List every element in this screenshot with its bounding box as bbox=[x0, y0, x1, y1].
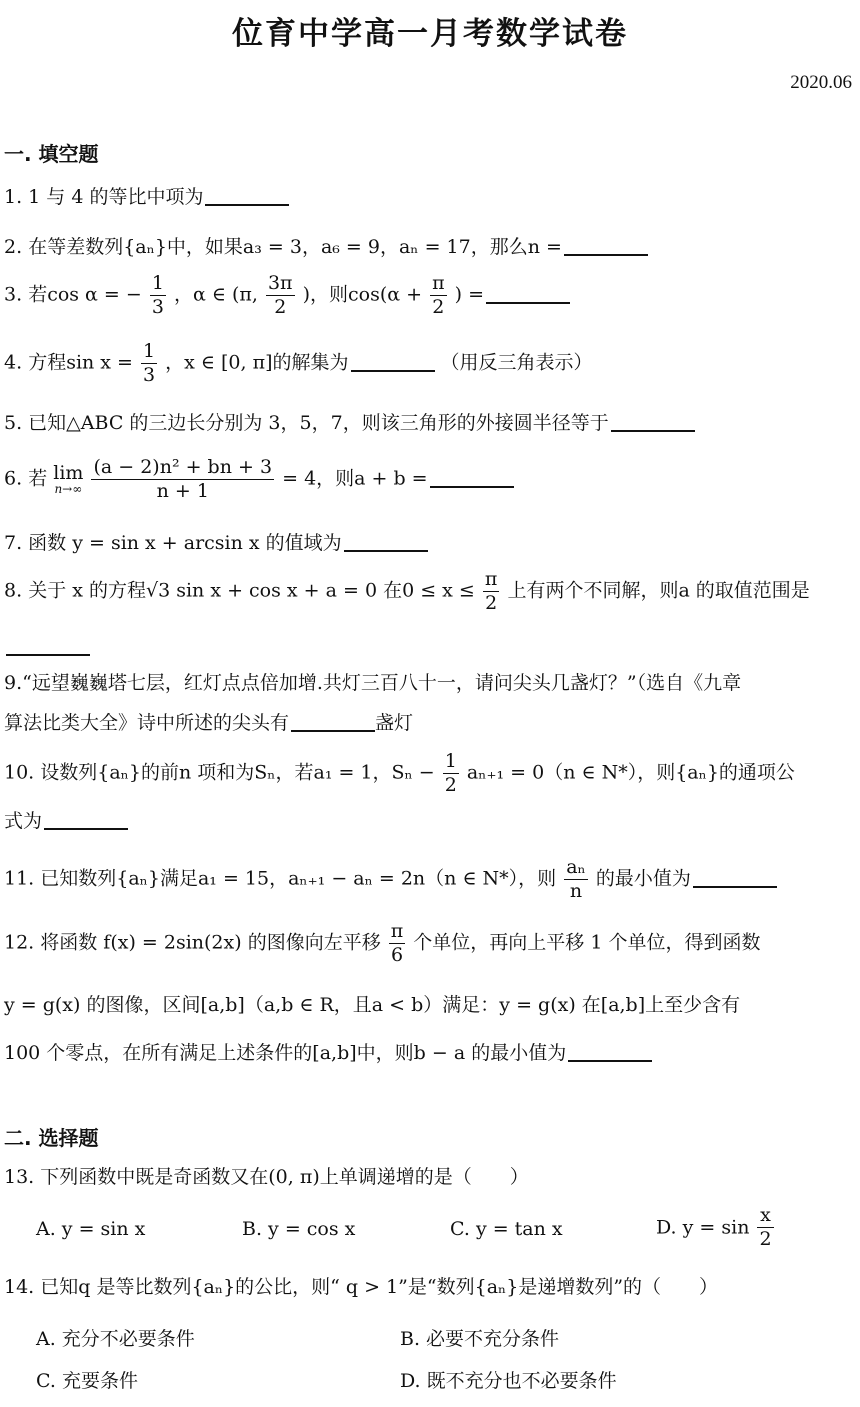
question-6-text-a: 若 bbox=[28, 467, 48, 490]
answer-blank bbox=[693, 886, 777, 888]
fraction-numerator: 1 bbox=[444, 750, 457, 772]
question-14-option-d[interactable]: D. 既不充分也不必要条件 bbox=[400, 1370, 617, 1392]
question-13-option-d[interactable] bbox=[656, 1206, 776, 1249]
fraction bbox=[150, 274, 166, 317]
question-4-text-c: （用反三角表示） bbox=[440, 351, 593, 374]
question-5 bbox=[4, 410, 854, 436]
fraction-numerator: 3π bbox=[267, 272, 293, 294]
question-5-text: 5. 已知△ABC 的三边长分别为 3，5，7，则该三角形的外接圆半径等于 bbox=[4, 412, 609, 434]
fraction-denominator: 3 bbox=[151, 296, 164, 318]
question-14-option-c[interactable]: C. 充要条件 bbox=[36, 1370, 138, 1392]
fraction-numerator: π bbox=[390, 920, 404, 942]
question-8 bbox=[4, 570, 854, 613]
answer-blank bbox=[6, 654, 90, 656]
answer-blank bbox=[351, 370, 435, 372]
question-1 bbox=[4, 184, 854, 210]
question-12-line-2: y = g(x) 的图像，区间[a,b]（a,b ∈ R，且a < b）满足：y = g(x) 在[a,b]上至少含有 bbox=[4, 994, 741, 1016]
fraction-denominator: 6 bbox=[390, 944, 404, 966]
option-d-text: D. y = sin bbox=[656, 1216, 750, 1239]
question-13-option-a[interactable]: A. y = sin x bbox=[36, 1218, 146, 1240]
exam-date: 2020.06 bbox=[790, 72, 852, 93]
fraction-numerator: π bbox=[484, 568, 498, 590]
question-10 bbox=[4, 752, 854, 795]
question-3 bbox=[4, 274, 854, 317]
question-12-text-a: 12. 将函数 f(x) = 2sin(2x) 的图像向左平移 bbox=[4, 931, 381, 954]
question-8-continuation bbox=[4, 634, 854, 660]
question-9-line-2-wrap bbox=[4, 710, 854, 736]
question-12-line-2-wrap bbox=[4, 992, 854, 1018]
fraction bbox=[91, 458, 274, 501]
question-10-line-2-wrap bbox=[4, 808, 854, 834]
fraction-numerator: 1 bbox=[143, 340, 156, 362]
fraction-numerator: aₙ bbox=[566, 856, 586, 878]
question-9-line-1: 9.“远望巍巍塔七层，红灯点点倍加增.共灯三百八十一，请问尖头几盏灯？”（选自《九章 bbox=[4, 672, 742, 694]
question-12-line-3-wrap bbox=[4, 1040, 854, 1066]
question-4-text-a: 方程sin x = bbox=[28, 351, 133, 374]
fraction bbox=[141, 342, 157, 385]
question-13-option-c[interactable]: C. y = tan x bbox=[450, 1218, 563, 1240]
question-8-text-a: 关于 x 的方程√3 sin x + cos x + a = 0 在0 ≤ x ≤ bbox=[28, 579, 475, 602]
fraction bbox=[483, 570, 500, 613]
answer-blank bbox=[44, 828, 128, 830]
exam-title: 位育中学高一月考数学试卷 bbox=[232, 16, 628, 52]
fraction-denominator: 2 bbox=[274, 296, 287, 318]
fraction bbox=[443, 752, 459, 795]
limit-operator bbox=[53, 464, 83, 495]
question-number: 3. bbox=[4, 283, 23, 306]
fraction-denominator: n + 1 bbox=[156, 480, 209, 502]
question-6 bbox=[4, 458, 854, 501]
fraction bbox=[757, 1206, 773, 1249]
question-13 bbox=[4, 1164, 854, 1190]
answer-blank bbox=[568, 1060, 652, 1062]
question-10-text-a: 10. 设数列{aₙ}的前n 项和为Sₙ，若a₁ = 1，Sₙ − bbox=[4, 761, 435, 784]
question-13-option-b[interactable]: B. y = cos x bbox=[242, 1218, 356, 1240]
question-6-text-b: = 4，则a + b = bbox=[282, 467, 428, 490]
question-14 bbox=[4, 1274, 854, 1300]
section-heading-multiple-choice: 二. 选择题 bbox=[4, 1126, 99, 1150]
answer-blank bbox=[564, 254, 648, 256]
fraction bbox=[389, 922, 406, 965]
limit-label: lim bbox=[53, 462, 84, 484]
section-heading-fill-in: 一. 填空题 bbox=[4, 142, 99, 166]
question-10-text-b: aₙ₊₁ = 0（n ∈ N*），则{aₙ}的通项公 bbox=[466, 761, 795, 784]
fraction-denominator: 2 bbox=[444, 774, 457, 796]
answer-blank bbox=[430, 486, 514, 488]
fraction-denominator: 2 bbox=[485, 592, 498, 614]
question-3-text-c: )，则cos(α + bbox=[302, 283, 423, 306]
fraction-denominator: 3 bbox=[143, 364, 156, 386]
limit-subscript: n→∞ bbox=[54, 482, 83, 496]
question-14-option-a[interactable]: A. 充分不必要条件 bbox=[36, 1328, 195, 1350]
question-4 bbox=[4, 342, 854, 385]
question-12-line-3: 100 个零点，在所有满足上述条件的[a,b]中，则b − a 的最小值为 bbox=[4, 1042, 567, 1064]
answer-blank bbox=[291, 730, 375, 732]
fraction-numerator: π bbox=[432, 272, 445, 294]
question-number: 4. bbox=[4, 351, 23, 374]
question-3-text-d: ) = bbox=[454, 283, 485, 306]
question-number: 6. bbox=[4, 467, 23, 490]
question-1-text: 1. 1 与 4 的等比中项为 bbox=[4, 186, 204, 208]
question-4-text-b: ，x ∈ [0, π]的解集为 bbox=[165, 351, 349, 374]
fraction-numerator: 1 bbox=[151, 272, 164, 294]
question-3-text-b: ，α ∈ (π, bbox=[174, 283, 258, 306]
fraction-denominator: 2 bbox=[432, 296, 445, 318]
question-3-text-a: 若cos α = − bbox=[28, 283, 142, 306]
question-number: 8. bbox=[4, 579, 23, 602]
question-11-text-a: 11. 已知数列{aₙ}满足a₁ = 15，aₙ₊₁ − aₙ = 2n（n ∈ N*），则 bbox=[4, 867, 557, 890]
answer-blank bbox=[611, 430, 695, 432]
question-9-line-2b: 盏灯 bbox=[375, 712, 414, 734]
fraction-numerator: (a − 2)n² + bn + 3 bbox=[93, 456, 273, 478]
question-10-line-2: 式为 bbox=[4, 810, 43, 832]
question-9 bbox=[4, 670, 854, 696]
question-14-text: 14. 已知q 是等比数列{aₙ}的公比，则“ q > 1”是“数列{aₙ}是递增数列”的（ ） bbox=[4, 1276, 719, 1298]
question-12 bbox=[4, 922, 854, 965]
answer-blank bbox=[205, 204, 289, 206]
question-9-line-2a: 算法比类大全》诗中所述的尖头有 bbox=[4, 712, 290, 734]
question-12-text-b: 个单位，再向上平移 1 个单位，得到函数 bbox=[413, 931, 761, 954]
question-13-text: 13. 下列函数中既是奇函数又在(0, π)上单调递增的是（ ） bbox=[4, 1166, 529, 1188]
fraction-denominator: 2 bbox=[759, 1228, 772, 1250]
question-8-text-b: 上有两个不同解，则a 的取值范围是 bbox=[507, 579, 810, 602]
fraction bbox=[266, 274, 295, 317]
fraction bbox=[430, 274, 447, 317]
fraction-denominator: n bbox=[569, 880, 583, 902]
question-2-text: 在等差数列{aₙ}中，如果a₃ = 3，a₆ = 9，aₙ = 17，那么n = bbox=[28, 236, 562, 258]
question-number: 2. bbox=[4, 236, 23, 258]
answer-blank bbox=[344, 550, 428, 552]
answer-blank bbox=[486, 302, 570, 304]
question-7-text: 7. 函数 y = sin x + arcsin x 的值域为 bbox=[4, 532, 342, 554]
fraction bbox=[564, 858, 588, 901]
question-14-option-b[interactable]: B. 必要不充分条件 bbox=[400, 1328, 560, 1350]
question-11-text-b: 的最小值为 bbox=[595, 867, 691, 890]
question-2 bbox=[4, 234, 854, 260]
fraction-numerator: x bbox=[757, 1206, 773, 1228]
question-7 bbox=[4, 530, 854, 556]
question-11 bbox=[4, 858, 854, 901]
